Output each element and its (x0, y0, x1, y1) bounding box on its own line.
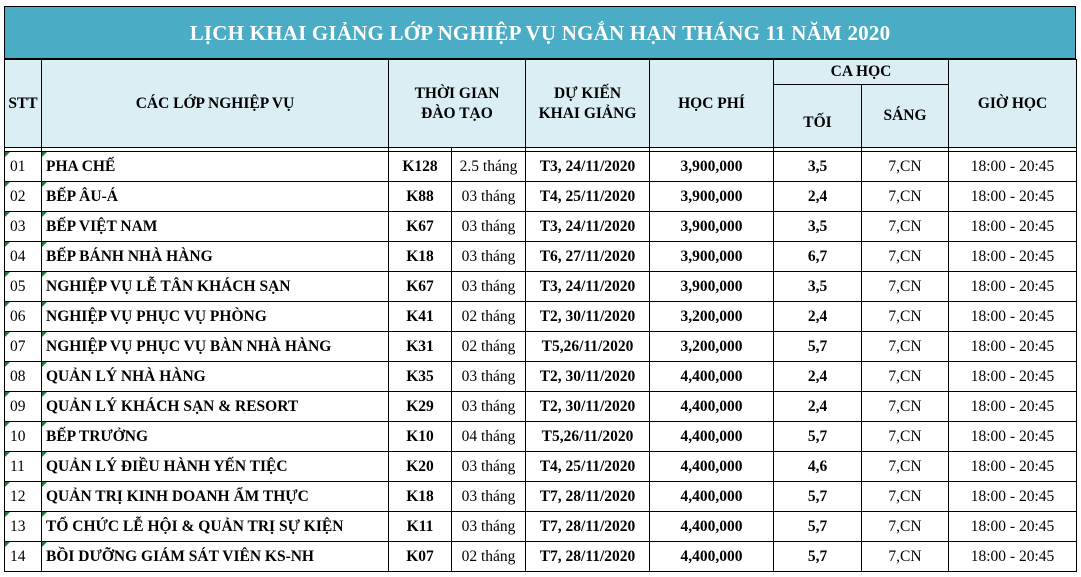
row-start-date: T7, 28/11/2020 (526, 542, 650, 572)
table-row (5, 422, 1077, 452)
row-class-hours: 18:00 - 20:45 (949, 422, 1077, 452)
row-class-name: BẾP BÁNH NHÀ HÀNG (42, 242, 389, 272)
row-class-name: QUẢN LÝ ĐIỀU HÀNH YẾN TIỆC (42, 452, 389, 482)
row-start-date: T3, 24/11/2020 (526, 272, 650, 302)
row-stt: 14 (5, 542, 42, 572)
row-class-hours: 18:00 - 20:45 (949, 512, 1077, 542)
row-start-date: T3, 24/11/2020 (526, 152, 650, 182)
row-class-name: PHA CHẾ (42, 152, 389, 182)
row-stt: 02 (5, 182, 42, 212)
table-row (5, 362, 1077, 392)
row-fee: 4,400,000 (650, 512, 774, 542)
row-fee: 3,900,000 (650, 152, 774, 182)
row-duration: 03 tháng (452, 182, 526, 212)
table-row (5, 482, 1077, 512)
schedule-sheet (4, 6, 1076, 572)
row-duration: 2.5 tháng (452, 152, 526, 182)
row-class-name: NGHIỆP VỤ PHỤC VỤ BÀN NHÀ HÀNG (42, 332, 389, 362)
row-evening-days: 2,4 (774, 362, 862, 392)
row-class-name: QUẢN LÝ NHÀ HÀNG (42, 362, 389, 392)
header-duration-line1: THỜI GIAN (414, 84, 500, 102)
row-class-code: K35 (389, 362, 452, 392)
row-duration: 03 tháng (452, 392, 526, 422)
row-stt: 06 (5, 302, 42, 332)
row-stt: 03 (5, 212, 42, 242)
row-class-name: BẾP TRƯỞNG (42, 422, 389, 452)
header-shift: CA HỌC (774, 60, 949, 85)
row-class-code: K67 (389, 212, 452, 242)
table-row (5, 272, 1077, 302)
row-morning-days: 7,CN (862, 452, 949, 482)
row-fee: 4,400,000 (650, 482, 774, 512)
row-evening-days: 5,7 (774, 422, 862, 452)
row-fee: 3,900,000 (650, 272, 774, 302)
row-duration: 03 tháng (452, 512, 526, 542)
row-duration: 03 tháng (452, 452, 526, 482)
row-start-date: T2, 30/11/2020 (526, 362, 650, 392)
row-stt: 12 (5, 482, 42, 512)
row-class-hours: 18:00 - 20:45 (949, 392, 1077, 422)
row-evening-days: 2,4 (774, 182, 862, 212)
row-class-name: BẾP VIỆT NAM (42, 212, 389, 242)
row-morning-days: 7,CN (862, 512, 949, 542)
header-start-line1: DỰ KIẾN (553, 84, 622, 102)
row-stt: 05 (5, 272, 42, 302)
table-row (5, 152, 1077, 182)
row-morning-days: 7,CN (862, 422, 949, 452)
row-morning-days: 7,CN (862, 362, 949, 392)
table-row (5, 242, 1077, 272)
row-duration: 03 tháng (452, 362, 526, 392)
row-class-hours: 18:00 - 20:45 (949, 332, 1077, 362)
row-duration: 03 tháng (452, 212, 526, 242)
row-stt: 07 (5, 332, 42, 362)
row-morning-days: 7,CN (862, 302, 949, 332)
row-evening-days: 2,4 (774, 302, 862, 332)
row-class-hours: 18:00 - 20:45 (949, 242, 1077, 272)
row-stt: 04 (5, 242, 42, 272)
row-morning-days: 7,CN (862, 392, 949, 422)
row-duration: 02 tháng (452, 302, 526, 332)
row-evening-days: 6,7 (774, 242, 862, 272)
row-start-date: T5,26/11/2020 (526, 332, 650, 362)
row-start-date: T2, 30/11/2020 (526, 302, 650, 332)
row-evening-days: 3,5 (774, 212, 862, 242)
row-fee: 4,400,000 (650, 422, 774, 452)
row-class-name: BỒI DƯỠNG GIÁM SÁT VIÊN KS-NH (42, 542, 389, 572)
row-class-hours: 18:00 - 20:45 (949, 272, 1077, 302)
row-fee: 4,400,000 (650, 362, 774, 392)
table-row (5, 512, 1077, 542)
table-row (5, 452, 1077, 482)
row-stt: 09 (5, 392, 42, 422)
row-class-hours: 18:00 - 20:45 (949, 452, 1077, 482)
row-morning-days: 7,CN (862, 212, 949, 242)
row-morning-days: 7,CN (862, 482, 949, 512)
row-start-date: T7, 28/11/2020 (526, 482, 650, 512)
row-class-hours: 18:00 - 20:45 (949, 182, 1077, 212)
schedule-title: LỊCH KHAI GIẢNG LỚP NGHIỆP VỤ NGẮN HẠN THÁNG 11 NĂM 2020 (4, 6, 1076, 59)
row-class-name: QUẢN LÝ KHÁCH SẠN & RESORT (42, 392, 389, 422)
row-class-code: K128 (389, 152, 452, 182)
row-morning-days: 7,CN (862, 332, 949, 362)
row-start-date: T3, 24/11/2020 (526, 212, 650, 242)
row-class-hours: 18:00 - 20:45 (949, 482, 1077, 512)
row-fee: 3,200,000 (650, 332, 774, 362)
row-class-code: K07 (389, 542, 452, 572)
row-start-date: T6, 27/11/2020 (526, 242, 650, 272)
row-stt: 11 (5, 452, 42, 482)
table-row (5, 212, 1077, 242)
row-class-code: K18 (389, 242, 452, 272)
row-duration: 04 tháng (452, 422, 526, 452)
row-stt: 10 (5, 422, 42, 452)
header-start-line2: KHAI GIẢNG (538, 104, 637, 122)
row-evening-days: 5,7 (774, 332, 862, 362)
row-class-hours: 18:00 - 20:45 (949, 362, 1077, 392)
row-fee: 4,400,000 (650, 542, 774, 572)
header-classes: CÁC LỚP NGHIỆP VỤ (42, 60, 389, 148)
header-fee: HỌC PHÍ (650, 60, 774, 148)
row-evening-days: 4,6 (774, 452, 862, 482)
row-class-code: K10 (389, 422, 452, 452)
header-evening: TỐI (774, 85, 862, 148)
row-duration: 03 tháng (452, 242, 526, 272)
header-hours: GIỜ HỌC (949, 60, 1077, 148)
row-class-code: K31 (389, 332, 452, 362)
table-row (5, 182, 1077, 212)
table-row (5, 332, 1077, 362)
header-duration (389, 60, 526, 148)
row-class-code: K29 (389, 392, 452, 422)
schedule-table (4, 59, 1077, 572)
row-morning-days: 7,CN (862, 182, 949, 212)
row-class-code: K20 (389, 452, 452, 482)
header-start (526, 60, 650, 148)
row-evening-days: 5,7 (774, 482, 862, 512)
header-morning: SÁNG (862, 85, 949, 148)
row-fee: 4,400,000 (650, 392, 774, 422)
header-duration-line2: ĐÀO TẠO (421, 104, 493, 122)
table-row (5, 392, 1077, 422)
table-header (5, 60, 1077, 148)
row-evening-days: 5,7 (774, 512, 862, 542)
row-morning-days: 7,CN (862, 242, 949, 272)
row-fee: 4,400,000 (650, 452, 774, 482)
row-class-code: K67 (389, 272, 452, 302)
row-class-name: NGHIỆP VỤ PHỤC VỤ PHÒNG (42, 302, 389, 332)
row-start-date: T5,26/11/2020 (526, 422, 650, 452)
row-evening-days: 5,7 (774, 542, 862, 572)
header-stt: STT (5, 60, 42, 148)
row-class-hours: 18:00 - 20:45 (949, 302, 1077, 332)
row-start-date: T7, 28/11/2020 (526, 512, 650, 542)
row-evening-days: 2,4 (774, 392, 862, 422)
row-evening-days: 3,5 (774, 152, 862, 182)
row-duration: 02 tháng (452, 542, 526, 572)
row-stt: 08 (5, 362, 42, 392)
row-class-name: BẾP ÂU-Á (42, 182, 389, 212)
table-row (5, 542, 1077, 572)
row-start-date: T2, 30/11/2020 (526, 392, 650, 422)
row-start-date: T4, 25/11/2020 (526, 452, 650, 482)
row-stt: 01 (5, 152, 42, 182)
row-morning-days: 7,CN (862, 542, 949, 572)
row-class-hours: 18:00 - 20:45 (949, 212, 1077, 242)
row-class-code: K18 (389, 482, 452, 512)
row-fee: 3,900,000 (650, 212, 774, 242)
row-fee: 3,900,000 (650, 182, 774, 212)
row-morning-days: 7,CN (862, 152, 949, 182)
row-start-date: T4, 25/11/2020 (526, 182, 650, 212)
row-evening-days: 3,5 (774, 272, 862, 302)
row-morning-days: 7,CN (862, 272, 949, 302)
row-class-name: TỔ CHỨC LỄ HỘI & QUẢN TRỊ SỰ KIỆN (42, 512, 389, 542)
row-class-code: K11 (389, 512, 452, 542)
row-class-name: NGHIỆP VỤ LỄ TÂN KHÁCH SẠN (42, 272, 389, 302)
row-duration: 03 tháng (452, 272, 526, 302)
row-duration: 02 tháng (452, 332, 526, 362)
row-class-hours: 18:00 - 20:45 (949, 152, 1077, 182)
row-class-name: QUẢN TRỊ KINH DOANH ẨM THỰC (42, 482, 389, 512)
row-class-hours: 18:00 - 20:45 (949, 542, 1077, 572)
row-fee: 3,900,000 (650, 242, 774, 272)
row-stt: 13 (5, 512, 42, 542)
table-body (5, 148, 1077, 572)
row-class-code: K41 (389, 302, 452, 332)
row-duration: 03 tháng (452, 482, 526, 512)
row-class-code: K88 (389, 182, 452, 212)
row-fee: 3,200,000 (650, 302, 774, 332)
table-row (5, 302, 1077, 332)
